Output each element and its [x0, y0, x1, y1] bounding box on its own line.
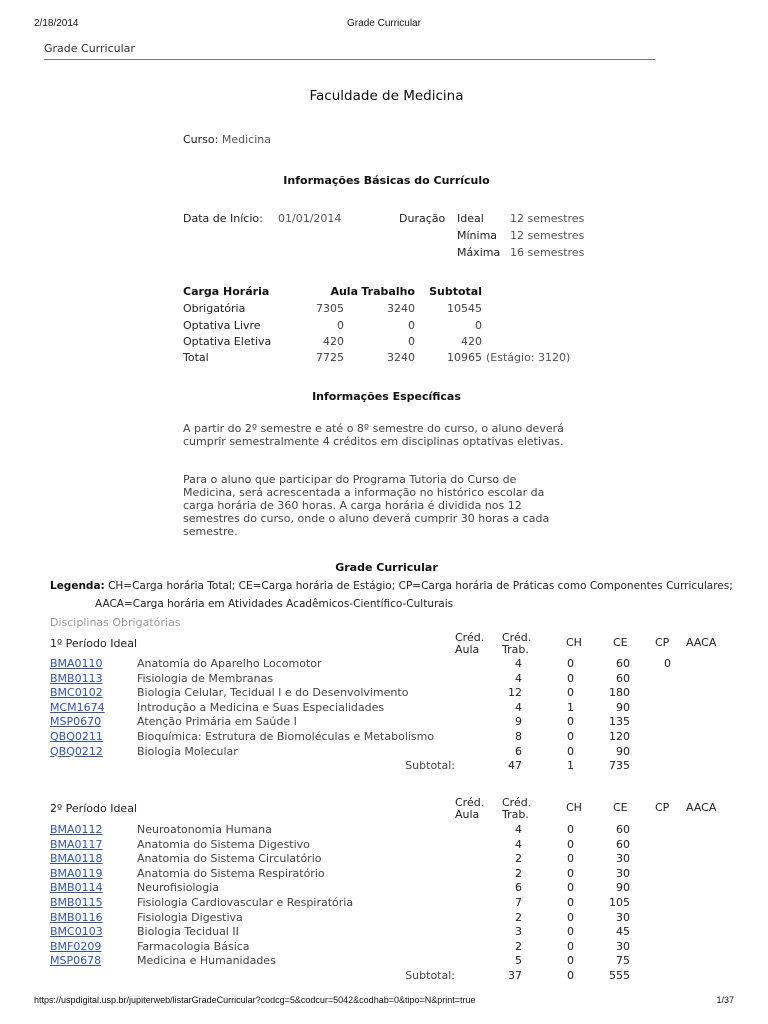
workload-header-trabalho: Trabalho	[361, 285, 415, 298]
cred-trab: 0	[567, 852, 574, 866]
duration-ideal-value: 12 semestres	[510, 212, 585, 225]
cred-aula: 9	[515, 715, 522, 729]
workload-row-subtotal: 0	[475, 319, 482, 332]
specific-info-heading: Informações Específicas	[312, 390, 461, 403]
ce	[630, 896, 671, 911]
cred-aula: 8	[515, 729, 522, 743]
ce	[630, 823, 671, 838]
cred-trab: 0	[567, 866, 574, 880]
ce	[630, 925, 671, 940]
ce	[630, 940, 671, 955]
course-code-link[interactable]: BMA0110	[50, 657, 103, 670]
duration-max-label: Máxima	[457, 246, 501, 259]
cred-aula: 6	[515, 881, 522, 895]
course-code-link[interactable]: MSP0670	[50, 715, 102, 729]
legend-line-1	[50, 580, 733, 592]
course-name: Anatomia do Sistema Circulatório	[137, 852, 322, 866]
ch: 30	[616, 852, 630, 866]
course-name: Farmacologia Básica	[137, 939, 250, 953]
ce	[630, 881, 671, 896]
ch: 60	[616, 671, 630, 685]
course-name: Anatomia do Sistema Digestivo	[137, 837, 310, 851]
header-divider	[44, 59, 655, 60]
table-row	[50, 823, 730, 838]
cred-trab: 0	[567, 823, 574, 836]
subtotal-trab: 0	[567, 968, 574, 982]
workload-row-subtotal: 10545	[447, 302, 482, 315]
table-row	[50, 701, 730, 716]
subtotal-ch: 735	[609, 759, 630, 773]
course-code-link[interactable]: BMB0116	[50, 910, 103, 924]
course-code-link[interactable]: BMA0118	[50, 852, 103, 866]
ch: 60	[616, 657, 630, 670]
course-code-link[interactable]: MCM1674	[50, 700, 105, 714]
ce	[630, 686, 671, 701]
course-code-link[interactable]: QBQ0212	[50, 744, 103, 758]
table-row	[50, 940, 730, 955]
ce	[630, 745, 671, 760]
course-code-link[interactable]: BMB0115	[50, 895, 103, 909]
cred-aula: 4	[515, 700, 522, 714]
ch: 120	[609, 729, 630, 743]
table-row	[50, 896, 730, 911]
duration-min-label: Mínima	[457, 229, 498, 242]
period-title: 1º Período Ideal	[50, 637, 137, 650]
cred-trab: 0	[567, 671, 574, 685]
start-value: 01/01/2014	[278, 212, 342, 225]
section-title: Disciplinas Obrigatórias	[50, 616, 181, 629]
cred-aula: 12	[508, 686, 522, 700]
cred-aula: 4	[515, 671, 522, 685]
col-cred-trab: Créd. Trab.	[502, 631, 532, 656]
table-row	[50, 657, 730, 672]
subtotal-aula: 47	[508, 759, 522, 773]
course-code-link[interactable]: BMA0112	[50, 823, 103, 836]
cred-aula: 4	[515, 837, 522, 851]
subtotal-label: Subtotal:	[405, 968, 455, 982]
cred-trab: 0	[567, 744, 574, 758]
ch: 135	[609, 715, 630, 729]
subtotal-label: Subtotal:	[405, 759, 455, 773]
table-row	[50, 745, 730, 760]
duration-min-value: 12 semestres	[510, 229, 585, 242]
ch: 105	[609, 895, 630, 909]
course-name: Anatomia do Sistema Respiratório	[137, 866, 325, 880]
workload-row-aula: 7305	[316, 302, 344, 315]
col-ce: CE	[613, 801, 628, 814]
col-cred-aula: Créd. Aula	[455, 631, 485, 656]
cred-aula: 2	[515, 910, 522, 924]
ch: 90	[616, 881, 630, 895]
course-name: Fisiologia Digestiva	[137, 910, 243, 924]
col-aaca: AACA	[686, 636, 717, 649]
legend-label: Legenda:	[50, 580, 105, 592]
subtotal-row	[50, 969, 730, 984]
course-code-link[interactable]: BMC0103	[50, 925, 103, 939]
course-name: Biologia Molecular	[137, 744, 238, 758]
course-name: Bioquímica: Estrutura de Biomoléculas e Metabolismo	[137, 729, 435, 743]
ch: 45	[616, 925, 630, 939]
table-row	[50, 925, 730, 940]
cred-aula: 7	[515, 895, 522, 909]
course-value: Medicina	[221, 133, 271, 146]
grade-heading: Grade Curricular	[335, 561, 438, 574]
cred-trab: 0	[567, 910, 574, 924]
legend-text-2: AACA=Carga horária em Atividades Acadêmicos-Científico-Culturais	[95, 598, 454, 610]
course-name: Atenção Primária em Saúde I	[137, 715, 297, 729]
ch: 60	[616, 837, 630, 851]
faculty-title: Faculdade de Medicina	[309, 88, 464, 104]
ce	[630, 911, 671, 926]
period-title: 2º Período Ideal	[50, 802, 137, 815]
course-name: Biologia Celular, Tecidual I e do Desenvolvimento	[137, 686, 409, 700]
course-code-link[interactable]: BMB0114	[50, 881, 103, 895]
workload-row-trabalho: 0	[408, 335, 415, 348]
ch: 30	[616, 866, 630, 880]
cred-trab: 0	[567, 686, 574, 700]
cred-trab: 1	[567, 700, 574, 714]
col-ch: CH	[566, 801, 582, 814]
print-date: 2/18/2014	[34, 18, 79, 29]
cred-aula: 3	[515, 925, 522, 939]
period-1-table	[50, 657, 730, 774]
cred-trab: 0	[567, 881, 574, 895]
col-ce: CE	[613, 636, 628, 649]
workload-row-subtotal: 420	[461, 335, 482, 348]
course-name: Neurofisiologia	[137, 881, 219, 895]
duration-label: Duração	[399, 212, 446, 225]
workload-row-aula: 420	[323, 335, 344, 348]
print-page-number: 1/37	[716, 995, 734, 1005]
specific-info-paragraph: A partir do 2º semestre e até o 8º semestre do curso, o aluno deverá cumprir semestralmente 4 créditos em disciplinas optativas eletivas.	[183, 422, 564, 448]
ce: 0	[664, 657, 671, 670]
ch: 90	[616, 700, 630, 714]
table-row	[50, 911, 730, 926]
cred-aula: 4	[515, 657, 522, 670]
cred-aula: 5	[515, 954, 522, 968]
workload-row-aula: 0	[337, 319, 344, 332]
table-row	[50, 881, 730, 896]
duration-ideal-label: Ideal	[457, 212, 484, 225]
ce	[630, 715, 671, 730]
table-row	[50, 867, 730, 882]
cred-trab: 0	[567, 895, 574, 909]
ce	[630, 672, 671, 687]
course-code-link[interactable]: BMF0209	[50, 939, 102, 953]
course-name: Fisiologia de Membranas	[137, 671, 274, 685]
course-code-link[interactable]: BMA0119	[50, 866, 103, 880]
workload-header-aula: Aula	[330, 285, 358, 298]
cred-trab: 0	[567, 715, 574, 729]
course-name: Neuroatonomia Humana	[137, 823, 272, 836]
course-label: Curso:	[183, 133, 219, 146]
workload-row-trabalho: 3240	[387, 351, 415, 364]
workload-header-label: Carga Horária	[183, 285, 270, 298]
cred-aula: 6	[515, 744, 522, 758]
course-code-link[interactable]: QBQ0211	[50, 729, 103, 743]
workload-row-subtotal: 10965	[447, 351, 482, 364]
ce	[630, 701, 671, 716]
ce	[630, 954, 671, 969]
course-name: Anatomia do Aparelho Locomotor	[137, 657, 322, 670]
course-code-link[interactable]: BMA0117	[50, 837, 103, 851]
col-cred-trab: Créd. Trab.	[502, 796, 532, 821]
cred-aula: 4	[515, 823, 522, 836]
cred-trab: 0	[567, 729, 574, 743]
cred-trab: 0	[567, 837, 574, 851]
start-label: Data de Início:	[183, 212, 263, 225]
col-cp: CP	[655, 636, 670, 649]
cred-aula: 2	[515, 939, 522, 953]
basic-info-heading: Informações Básicas do Currículo	[283, 174, 490, 187]
workload-row-label: Optativa Livre	[183, 319, 261, 332]
ce	[630, 852, 671, 867]
course-name: Medicina e Humanidades	[137, 954, 276, 968]
workload-row-label: Optativa Eletiva	[183, 335, 272, 348]
workload-row-trabalho: 0	[408, 319, 415, 332]
table-row	[50, 954, 730, 969]
ch: 90	[616, 744, 630, 758]
course-code-link[interactable]: BMC0102	[50, 686, 103, 700]
table-row	[50, 852, 730, 867]
col-cp: CP	[655, 801, 670, 814]
cred-trab: 0	[567, 925, 574, 939]
cred-trab: 0	[567, 954, 574, 968]
workload-header-subtotal: Subtotal	[429, 285, 482, 298]
cred-trab: 0	[567, 939, 574, 953]
workload-row-trabalho: 3240	[387, 302, 415, 315]
col-cred-aula: Créd. Aula	[455, 796, 485, 821]
cred-aula: 2	[515, 852, 522, 866]
legend-text-1: CH=Carga horária Total; CE=Carga horária de Estágio; CP=Carga horária de Práticas como Componentes Curriculares;	[108, 580, 733, 592]
course-name: Biologia Tecidual II	[137, 925, 239, 939]
course-code-link[interactable]: MSP0678	[50, 954, 102, 968]
table-row	[50, 715, 730, 730]
workload-row-label: Total	[183, 351, 209, 364]
table-row	[50, 730, 730, 745]
table-row	[50, 838, 730, 853]
ch: 75	[616, 954, 630, 968]
workload-row-aula: 7725	[316, 351, 344, 364]
specific-info-paragraph: Para o aluno que participar do Programa Tutoria do Curso de Medicina, será acrescentada a informação no histórico escolar da carga horária de 360 horas. A carga horária é dividida nos 12 semestres do curso, onde o aluno deverá cumprir 30 horas a cada semestre.	[183, 473, 550, 538]
col-ch: CH	[566, 636, 582, 649]
table-row	[50, 672, 730, 687]
cred-aula: 2	[515, 866, 522, 880]
course-name: Introdução a Medicina e Suas Especialidades	[137, 700, 385, 714]
course-code-link[interactable]: BMB0113	[50, 671, 103, 685]
page-header-title: Grade Curricular	[44, 42, 135, 55]
subtotal-row	[50, 759, 730, 774]
workload-row-label: Obrigatória	[183, 302, 246, 315]
table-row	[50, 686, 730, 701]
print-url: https://uspdigital.usp.br/jupiterweb/listarGradeCurricular?codcg=5&codcur=5042&codhab=0&tipo=N&print=true	[34, 995, 476, 1005]
ch: 60	[616, 823, 630, 836]
course-line	[183, 133, 271, 146]
ch: 180	[609, 686, 630, 700]
subtotal-trab: 1	[567, 759, 574, 773]
subtotal-aula: 37	[508, 968, 522, 982]
course-name: Fisiologia Cardiovascular e Respiratória	[137, 895, 354, 909]
ce	[630, 867, 671, 882]
ch: 30	[616, 939, 630, 953]
ce	[630, 838, 671, 853]
period-2-table	[50, 823, 730, 984]
col-aaca: AACA	[686, 801, 717, 814]
cred-trab: 0	[567, 657, 574, 670]
subtotal-ch: 555	[609, 968, 630, 982]
workload-row-note: (Estágio: 3120)	[486, 351, 571, 364]
ce	[630, 730, 671, 745]
duration-max-value: 16 semestres	[510, 246, 585, 259]
ch: 30	[616, 910, 630, 924]
print-title: Grade Curricular	[347, 18, 421, 29]
